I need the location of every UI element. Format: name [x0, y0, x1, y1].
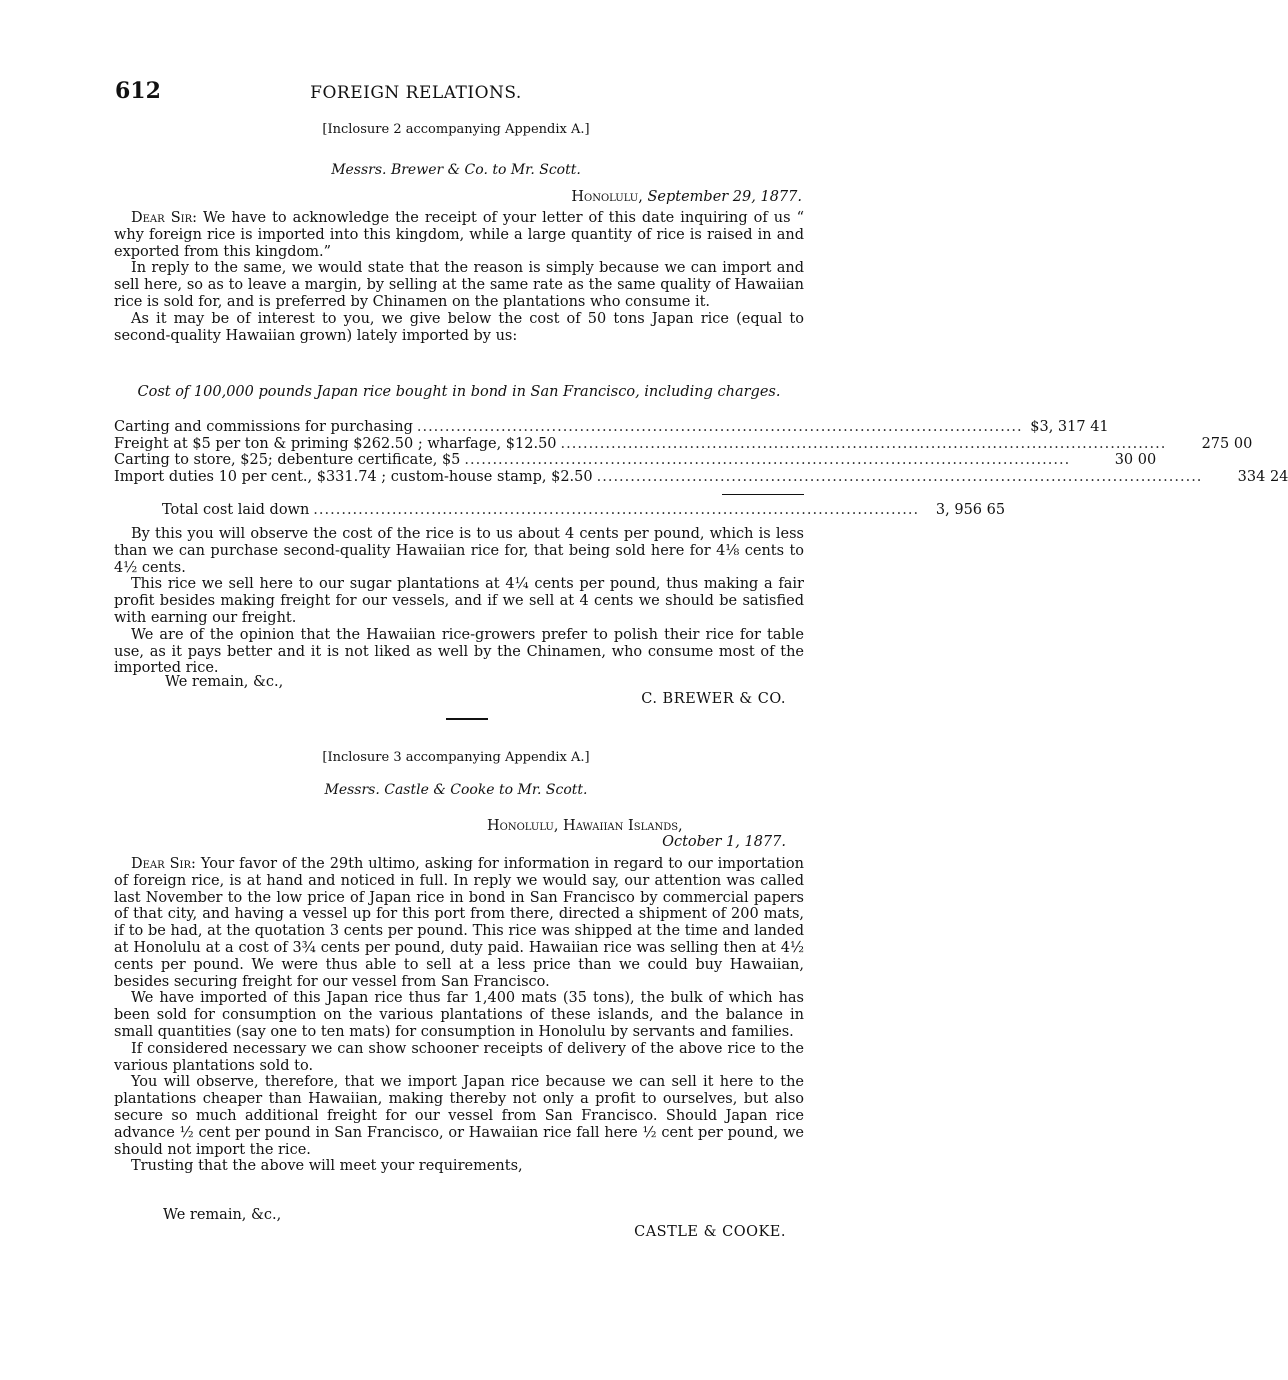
running-head: FOREIGN RELATIONS. [310, 83, 522, 103]
dateline-place: Honolulu, Hawaiian Islands, [487, 818, 683, 834]
letter-body-brewer-2 [114, 526, 804, 677]
dateline-place: Honolulu, [571, 189, 643, 205]
letter-title-brewer: Messrs. Brewer & Co. to Mr. Scott. [331, 162, 581, 178]
leader-dots: ............................................................................................................ [313, 502, 920, 518]
signature-castle: CASTLE & COOKE. [634, 1224, 786, 1240]
cost-row-label: Carting to store, $25; debenture certificate, $5 [114, 452, 461, 468]
cost-row-amount: 30 00 [1114, 452, 1157, 468]
paragraph-text: We have to acknowledge the receipt of your letter of this date inquiring of us “ why foreign rice is imported into this kingdom, while a large quantity of rice is raised in and exported from this kingdom.” [114, 210, 804, 260]
letter-body-castle [114, 856, 804, 1175]
cost-row-label: Carting and commissions for purchasing [114, 419, 413, 435]
leader-dots: ............................................................................................................ [596, 468, 1203, 485]
cost-table-title: Cost of 100,000 pounds Japan rice bought in bond in San Francisco, including charges. [137, 384, 781, 400]
paragraph: We are of the opinion that the Hawaiian rice-growers prefer to polish their rice for table use, as it pays better and it is not liked as well by the Chinamen, who consume most of the imported rice. [114, 626, 804, 677]
cost-row [114, 452, 1157, 469]
cost-row [114, 468, 1288, 486]
dateline-date: October 1, 1877. [662, 834, 786, 850]
letter-title-castle-cooke: Messrs. Castle & Cooke to Mr. Scott. [324, 782, 588, 798]
paragraph-text: Your favor of the 29th ultimo, asking for information in regard to our importation of foreign rice, is at hand and noticed in full. In reply we would say, our attention was called last November to the low price of Japan rice in bond in San Francisco by commercial papers of that city, and having a vessel up for this port from there, directed a shipment of 200 mats, if to be had, at the quotation 3 cents per pound. This rice was shipped at the time and landed at Honolulu at a cost of 3¾ cents per pound, duty paid. Hawaiian rice was selling then at 4½ cents per pound. We were thus able to sell at a less price than we could buy Hawaiian, besides securing freight for our vessel from San Francisco. [114, 856, 804, 990]
leader-dots: ............................................................................................................ [560, 435, 1167, 452]
cost-row-amount: 334 24 [1237, 468, 1288, 485]
page-number: 612 [115, 78, 161, 104]
paragraph: This rice we sell here to our sugar plantations at 4¼ cents per pound, thus making a fair profit besides making freight for our vessels, and if we sell at 4 cents we should be satisfied with earning our freight. [114, 576, 804, 626]
paragraph: You will observe, therefore, that we import Japan rice because we can sell it here to the plantations cheaper than Hawaiian, making thereby not only a profit to ourselves, but also secure so much additional freight for our vessel from San Francisco. Should Japan rice advance ½ cent per pound in San Francisco, or Hawaiian rice fall here ½ cent per pound, we should not import the rice. [114, 1074, 804, 1158]
paragraph: If considered necessary we can show schooner receipts of delivery of the above rice to the various plantations sold to. [114, 1040, 804, 1074]
signature-brewer: C. BREWER & CO. [641, 691, 786, 707]
leader-dots: ............................................................................................................ [464, 452, 1071, 468]
dateline-place-castle [487, 818, 1164, 835]
closing-brewer: We remain, &c., [165, 674, 284, 690]
paragraph: In reply to the same, we would state that the reason is simply because we can import and sell here, so as to leave a margin, by selling at the same rate as the same quality of Hawaiian rice is sold for, and is preferred by Chinamen on the plantations who consume it. [114, 260, 804, 310]
dateline-date: September 29, 1877. [647, 189, 802, 205]
paragraph: By this you will observe the cost of the rice is to us about 4 cents per pound, which is less than we can purchase second-quality Hawaiian rice for, that being sold here for 4⅛ cents to 4½ cents. [114, 526, 804, 576]
dateline-date-castle [110, 834, 786, 851]
paragraph: As it may be of interest to you, we give below the cost of 50 tons Japan rice (equal to second-quality Hawaiian grown) lately imported by us: [114, 310, 804, 344]
salutation: Dear Sir: [131, 210, 197, 226]
section-separator [446, 718, 488, 720]
cost-total [114, 502, 1006, 519]
cost-row [114, 419, 1109, 436]
paragraph [114, 856, 804, 990]
paragraph [114, 210, 804, 260]
salutation: Dear Sir: [131, 856, 196, 872]
cost-table [114, 419, 1288, 485]
letter-body-brewer-1 [114, 210, 804, 344]
cost-row [114, 435, 1253, 453]
paragraph: We have imported of this Japan rice thus far 1,400 mats (35 tons), the bulk of which has been sold for consumption on the various plantations of these islands, and the balance in small quantities (say one to ten mats) for consumption in Honolulu by servants and families. [114, 990, 804, 1040]
total-row [114, 502, 1006, 519]
sum-rule [722, 494, 804, 495]
inclosure-heading-3: [Inclosure 3 accompanying Appendix A.] [322, 750, 590, 765]
cost-row-label: Freight at $5 per ton & priming $262.50 ; wharfage, $12.50 [114, 435, 557, 452]
closing-castle: We remain, &c., [163, 1207, 282, 1223]
cost-row-label: Import duties 10 per cent., $331.74 ; custom-house stamp, $2.50 [114, 468, 593, 485]
inclosure-heading-2: [Inclosure 2 accompanying Appendix A.] [322, 122, 590, 137]
cost-row-amount: $3, 317 41 [1030, 419, 1109, 435]
cost-row-amount: 275 00 [1201, 435, 1253, 452]
leader-dots: ............................................................................................................ [416, 419, 1023, 435]
total-label: Total cost laid down [162, 502, 310, 518]
total-amount: 3, 956 65 [935, 502, 1006, 518]
dateline-brewer [110, 189, 802, 206]
paragraph: Trusting that the above will meet your requirements, [131, 1158, 523, 1175]
